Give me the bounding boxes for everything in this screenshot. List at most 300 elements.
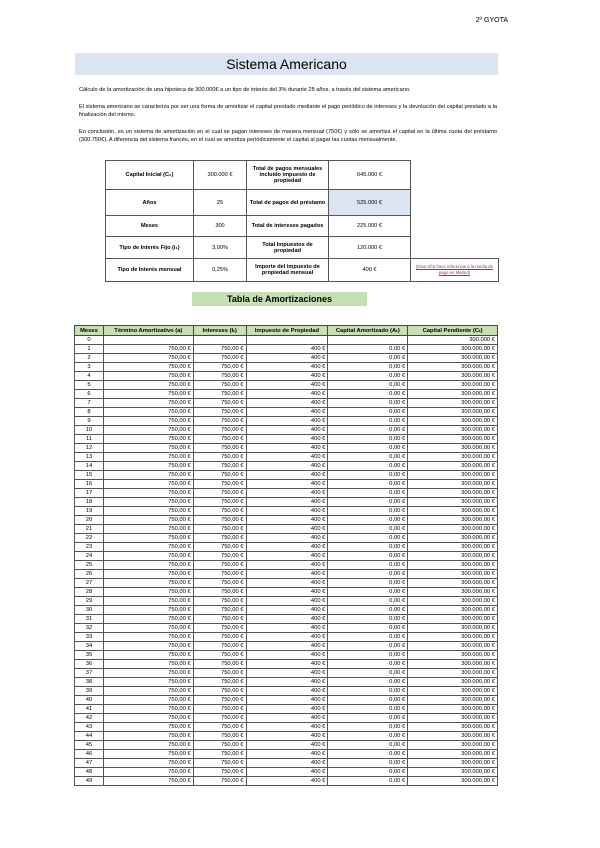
cell-capital-pending: 300.000,00 € xyxy=(408,435,498,444)
cell-capital-pending: 300.000,00 € xyxy=(408,417,498,426)
summary-label: Total de pagos mensuales incluido impuesto de propiedad xyxy=(247,161,329,190)
cell-capital-amortized: 0,00 € xyxy=(328,435,408,444)
cell-payment: 750,00 € xyxy=(103,435,193,444)
summary-table xyxy=(105,160,499,282)
cell-capital-amortized: 0,00 € xyxy=(328,768,408,777)
cell-payment: 750,00 € xyxy=(103,642,193,651)
table-row xyxy=(75,705,498,714)
cell-payment: 750,00 € xyxy=(103,624,193,633)
cell-property-tax: 400 € xyxy=(246,687,328,696)
cell-interest: 750,00 € xyxy=(193,741,246,750)
table-row xyxy=(75,633,498,642)
cell-payment: 750,00 € xyxy=(103,696,193,705)
cell-property-tax: 400 € xyxy=(246,354,328,363)
cell-interest: 750,00 € xyxy=(193,678,246,687)
cell-property-tax: 400 € xyxy=(246,534,328,543)
cell-capital-pending: 300.000,00 € xyxy=(408,489,498,498)
cell-interest: 750,00 € xyxy=(193,354,246,363)
summary-label: Total de pagos del préstamo xyxy=(247,190,329,216)
table-row xyxy=(75,687,498,696)
cell-interest: 750,00 € xyxy=(193,489,246,498)
summary-row xyxy=(106,216,499,237)
summary-label: Meses xyxy=(106,216,194,237)
cell-capital-amortized: 0,00 € xyxy=(328,408,408,417)
cell-property-tax: 400 € xyxy=(246,714,328,723)
cell-capital-pending: 300.000,00 € xyxy=(408,660,498,669)
summary-row xyxy=(106,259,499,282)
cell-capital-amortized: 0,00 € xyxy=(328,372,408,381)
cell-capital-amortized: 0,00 € xyxy=(328,660,408,669)
cell-property-tax: 400 € xyxy=(246,732,328,741)
cell-interest: 750,00 € xyxy=(193,372,246,381)
cell-payment xyxy=(103,336,193,345)
cell-capital-pending: 300.000,00 € xyxy=(408,471,498,480)
cell-month: 28 xyxy=(75,588,104,597)
cell-capital-amortized: 0,00 € xyxy=(328,669,408,678)
cell-property-tax: 400 € xyxy=(246,453,328,462)
cell-interest: 750,00 € xyxy=(193,732,246,741)
summary-value: 225.000 € xyxy=(329,216,411,237)
cell-month: 27 xyxy=(75,579,104,588)
cell-property-tax: 400 € xyxy=(246,624,328,633)
cell-capital-pending: 300.000,00 € xyxy=(408,741,498,750)
cell-property-tax: 400 € xyxy=(246,399,328,408)
cell-property-tax: 400 € xyxy=(246,750,328,759)
table-row xyxy=(75,741,498,750)
cell-capital-pending: 300.000,00 € xyxy=(408,507,498,516)
cell-month: 25 xyxy=(75,561,104,570)
table-row xyxy=(75,579,498,588)
cell-property-tax: 400 € xyxy=(246,696,328,705)
cell-property-tax: 400 € xyxy=(246,417,328,426)
summary-row xyxy=(106,161,499,190)
summary-label: Total de intereses pagados xyxy=(247,216,329,237)
table-row xyxy=(75,570,498,579)
cell-capital-pending: 300.000,00 € xyxy=(408,777,498,786)
description-paragraph: El sistema americano se caracteriza por ser una forma de amortizar el capital prestado mediante el pago periódico de intereses y la devolución del capital prestado a la finalización del mismo. xyxy=(79,104,497,119)
cell-property-tax: 400 € xyxy=(246,669,328,678)
cell-payment: 750,00 € xyxy=(103,759,193,768)
cell-payment: 750,00 € xyxy=(103,507,193,516)
cell-month: 42 xyxy=(75,714,104,723)
cell-interest: 750,00 € xyxy=(193,777,246,786)
cell-payment: 750,00 € xyxy=(103,579,193,588)
cell-capital-amortized: 0,00 € xyxy=(328,759,408,768)
cell-property-tax: 400 € xyxy=(246,462,328,471)
table-row xyxy=(75,732,498,741)
cell-capital-amortized: 0,00 € xyxy=(328,651,408,660)
cell-interest: 750,00 € xyxy=(193,642,246,651)
cell-interest: 750,00 € xyxy=(193,570,246,579)
cell-capital-amortized: 0,00 € xyxy=(328,462,408,471)
cell-interest xyxy=(193,336,246,345)
cell-capital-pending: 300.000,00 € xyxy=(408,561,498,570)
cell-interest: 750,00 € xyxy=(193,435,246,444)
cell-capital-amortized: 0,00 € xyxy=(328,570,408,579)
cell-capital-pending: 300.000,00 € xyxy=(408,759,498,768)
cell-payment: 750,00 € xyxy=(103,552,193,561)
cell-payment: 750,00 € xyxy=(103,417,193,426)
cell-payment: 750,00 € xyxy=(103,381,193,390)
cell-payment: 750,00 € xyxy=(103,516,193,525)
cell-capital-pending: 300.000,00 € xyxy=(408,633,498,642)
cell-capital-amortized: 0,00 € xyxy=(328,705,408,714)
table-row xyxy=(75,588,498,597)
cell-capital-amortized: 0,00 € xyxy=(328,615,408,624)
cell-payment: 750,00 € xyxy=(103,588,193,597)
cell-interest: 750,00 € xyxy=(193,759,246,768)
table-row xyxy=(75,444,498,453)
cell-interest: 750,00 € xyxy=(193,516,246,525)
cell-payment: 750,00 € xyxy=(103,606,193,615)
cell-interest: 750,00 € xyxy=(193,597,246,606)
cell-month: 37 xyxy=(75,669,104,678)
cell-capital-amortized: 0,00 € xyxy=(328,525,408,534)
cell-capital-pending: 300.000,00 € xyxy=(408,579,498,588)
cell-month: 13 xyxy=(75,453,104,462)
cell-capital-amortized: 0,00 € xyxy=(328,552,408,561)
summary-value: 25 xyxy=(194,190,247,216)
cell-payment: 750,00 € xyxy=(103,561,193,570)
summary-value: 120.000 € xyxy=(329,237,411,259)
cell-interest: 750,00 € xyxy=(193,426,246,435)
table-row xyxy=(75,462,498,471)
cell-property-tax: 400 € xyxy=(246,705,328,714)
cell-payment: 750,00 € xyxy=(103,534,193,543)
cell-property-tax: 400 € xyxy=(246,633,328,642)
cell-property-tax: 400 € xyxy=(246,435,328,444)
cell-property-tax: 400 € xyxy=(246,768,328,777)
cell-interest: 750,00 € xyxy=(193,606,246,615)
cell-month: 11 xyxy=(75,435,104,444)
table-row xyxy=(75,651,498,660)
cell-capital-amortized: 0,00 € xyxy=(328,777,408,786)
cell-month: 17 xyxy=(75,489,104,498)
cell-interest: 750,00 € xyxy=(193,579,246,588)
cell-interest: 750,00 € xyxy=(193,471,246,480)
cell-month: 41 xyxy=(75,705,104,714)
cell-property-tax: 400 € xyxy=(246,381,328,390)
cell-property-tax: 400 € xyxy=(246,741,328,750)
cell-capital-pending: 300.000,00 € xyxy=(408,615,498,624)
cell-property-tax: 400 € xyxy=(246,507,328,516)
table-row xyxy=(75,336,498,345)
cell-month: 9 xyxy=(75,417,104,426)
cell-payment: 750,00 € xyxy=(103,363,193,372)
column-header-capital-amortized: Capital Amortizado (Aₜ) xyxy=(328,326,408,336)
cell-capital-pending: 300.000,00 € xyxy=(408,624,498,633)
cell-month: 22 xyxy=(75,534,104,543)
cell-capital-pending: 300.000,00 € xyxy=(408,426,498,435)
table-row xyxy=(75,363,498,372)
cell-payment: 750,00 € xyxy=(103,768,193,777)
cell-month: 36 xyxy=(75,660,104,669)
cell-interest: 750,00 € xyxy=(193,768,246,777)
table-row xyxy=(75,453,498,462)
cell-month: 26 xyxy=(75,570,104,579)
cell-month: 31 xyxy=(75,615,104,624)
cell-month: 19 xyxy=(75,507,104,516)
cell-payment: 750,00 € xyxy=(103,687,193,696)
table-row xyxy=(75,723,498,732)
summary-label: Importe del impuesto de propiedad mensual xyxy=(247,259,329,282)
table-row xyxy=(75,615,498,624)
cell-capital-amortized: 0,00 € xyxy=(328,624,408,633)
cell-month: 47 xyxy=(75,759,104,768)
cell-capital-amortized: 0,00 € xyxy=(328,354,408,363)
cell-interest: 750,00 € xyxy=(193,552,246,561)
cell-interest: 750,00 € xyxy=(193,723,246,732)
cell-interest: 750,00 € xyxy=(193,696,246,705)
cell-month: 32 xyxy=(75,624,104,633)
cell-capital-amortized: 0,00 € xyxy=(328,363,408,372)
cell-month: 6 xyxy=(75,390,104,399)
cell-capital-amortized: 0,00 € xyxy=(328,471,408,480)
cell-payment: 750,00 € xyxy=(103,354,193,363)
cell-property-tax: 400 € xyxy=(246,363,328,372)
cell-capital-amortized: 0,00 € xyxy=(328,390,408,399)
summary-row xyxy=(106,190,499,216)
cell-capital-pending: 300.000,00 € xyxy=(408,732,498,741)
cell-month: 23 xyxy=(75,543,104,552)
cell-interest: 750,00 € xyxy=(193,651,246,660)
cell-capital-amortized: 0,00 € xyxy=(328,453,408,462)
table-row xyxy=(75,552,498,561)
table-row xyxy=(75,498,498,507)
cell-capital-amortized: 0,00 € xyxy=(328,498,408,507)
cell-property-tax: 400 € xyxy=(246,498,328,507)
table-row xyxy=(75,489,498,498)
cell-property-tax: 400 € xyxy=(246,615,328,624)
page-header-label: 2º GYOTA xyxy=(475,17,508,24)
summary-value: 400 € xyxy=(329,259,411,282)
cell-interest: 750,00 € xyxy=(193,669,246,678)
table-row xyxy=(75,516,498,525)
cell-property-tax: 400 € xyxy=(246,606,328,615)
cell-property-tax: 400 € xyxy=(246,489,328,498)
cell-capital-pending: 300.000,00 € xyxy=(408,696,498,705)
cell-month: 18 xyxy=(75,498,104,507)
cell-capital-amortized: 0,00 € xyxy=(328,516,408,525)
cell-month: 7 xyxy=(75,399,104,408)
table-row xyxy=(75,399,498,408)
cell-capital-pending: 300.000,00 € xyxy=(408,597,498,606)
cell-capital-pending: 300.000,00 € xyxy=(408,768,498,777)
cell-capital-pending: 300.000,00 € xyxy=(408,381,498,390)
cell-month: 5 xyxy=(75,381,104,390)
table-row xyxy=(75,408,498,417)
cell-capital-amortized: 0,00 € xyxy=(328,687,408,696)
cell-capital-pending: 300.000,00 € xyxy=(408,606,498,615)
cell-capital-amortized: 0,00 € xyxy=(328,345,408,354)
cell-payment: 750,00 € xyxy=(103,399,193,408)
cell-payment: 750,00 € xyxy=(103,525,193,534)
cell-property-tax: 400 € xyxy=(246,525,328,534)
table-row xyxy=(75,777,498,786)
table-row xyxy=(75,624,498,633)
cell-payment: 750,00 € xyxy=(103,597,193,606)
table-row xyxy=(75,525,498,534)
cell-month: 15 xyxy=(75,471,104,480)
summary-label: Capital Inicial (C₀) xyxy=(106,161,194,190)
cell-capital-pending: 300.000,00 € xyxy=(408,453,498,462)
cell-payment: 750,00 € xyxy=(103,633,193,642)
cell-capital-pending: 300.000,00 € xyxy=(408,714,498,723)
table-row xyxy=(75,597,498,606)
cell-capital-amortized: 0,00 € xyxy=(328,561,408,570)
cell-capital-pending: 300.000,00 € xyxy=(408,588,498,597)
summary-label: Total Impuestos de propiedad xyxy=(247,237,329,259)
cell-capital-pending: 300.000,00 € xyxy=(408,516,498,525)
cell-property-tax: 400 € xyxy=(246,480,328,489)
cell-property-tax: 400 € xyxy=(246,579,328,588)
cell-interest: 750,00 € xyxy=(193,381,246,390)
cell-month: 38 xyxy=(75,678,104,687)
table-row xyxy=(75,642,498,651)
table-row xyxy=(75,696,498,705)
cell-payment: 750,00 € xyxy=(103,426,193,435)
table-row xyxy=(75,480,498,489)
summary-row xyxy=(106,237,499,259)
cell-capital-amortized: 0,00 € xyxy=(328,750,408,759)
cell-capital-amortized: 0,00 € xyxy=(328,696,408,705)
cell-month: 4 xyxy=(75,372,104,381)
cell-property-tax xyxy=(246,336,328,345)
cell-payment: 750,00 € xyxy=(103,705,193,714)
cell-interest: 750,00 € xyxy=(193,363,246,372)
cell-payment: 750,00 € xyxy=(103,462,193,471)
cell-interest: 750,00 € xyxy=(193,345,246,354)
cell-month: 21 xyxy=(75,525,104,534)
cell-capital-pending: 300.000,00 € xyxy=(408,498,498,507)
cell-payment: 750,00 € xyxy=(103,480,193,489)
cell-capital-pending: 300.000,00 € xyxy=(408,570,498,579)
cell-payment: 750,00 € xyxy=(103,372,193,381)
table-row xyxy=(75,669,498,678)
cell-month: 33 xyxy=(75,633,104,642)
cell-payment: 750,00 € xyxy=(103,732,193,741)
cell-interest: 750,00 € xyxy=(193,750,246,759)
cell-payment: 750,00 € xyxy=(103,453,193,462)
cell-capital-amortized: 0,00 € xyxy=(328,543,408,552)
amortization-table-title: Tabla de Amortizaciones xyxy=(192,292,367,306)
cell-interest: 750,00 € xyxy=(193,633,246,642)
table-row xyxy=(75,372,498,381)
cell-payment: 750,00 € xyxy=(103,390,193,399)
cell-capital-amortized: 0,00 € xyxy=(328,534,408,543)
cell-interest: 750,00 € xyxy=(193,714,246,723)
cell-interest: 750,00 € xyxy=(193,480,246,489)
cell-payment: 750,00 € xyxy=(103,489,193,498)
cell-month: 12 xyxy=(75,444,104,453)
cell-property-tax: 400 € xyxy=(246,390,328,399)
cell-month: 20 xyxy=(75,516,104,525)
summary-label: Tipo de Interés Fijo (i₁) xyxy=(106,237,194,259)
cell-payment: 750,00 € xyxy=(103,498,193,507)
cell-month: 1 xyxy=(75,345,104,354)
table-row xyxy=(75,678,498,687)
cell-capital-pending: 300.000,00 € xyxy=(408,363,498,372)
cell-capital-amortized: 0,00 € xyxy=(328,678,408,687)
cell-interest: 750,00 € xyxy=(193,534,246,543)
cell-property-tax: 400 € xyxy=(246,543,328,552)
cell-interest: 750,00 € xyxy=(193,507,246,516)
table-row xyxy=(75,768,498,777)
cell-property-tax: 400 € xyxy=(246,426,328,435)
summary-value: 300 xyxy=(194,216,247,237)
cell-capital-pending: 300.000,00 € xyxy=(408,534,498,543)
cell-interest: 750,00 € xyxy=(193,588,246,597)
cell-property-tax: 400 € xyxy=(246,408,328,417)
cell-capital-amortized: 0,00 € xyxy=(328,732,408,741)
cell-capital-pending: 300.000,00 € xyxy=(408,390,498,399)
cell-payment: 750,00 € xyxy=(103,570,193,579)
cell-interest: 750,00 € xyxy=(193,660,246,669)
cell-capital-pending: 300.000,00 € xyxy=(408,687,498,696)
cell-payment: 750,00 € xyxy=(103,408,193,417)
cell-month: 34 xyxy=(75,642,104,651)
summary-value: 3,00% xyxy=(194,237,247,259)
cell-interest: 750,00 € xyxy=(193,561,246,570)
cell-interest: 750,00 € xyxy=(193,705,246,714)
table-row xyxy=(75,471,498,480)
cell-capital-pending: 300.000,00 € xyxy=(408,543,498,552)
cell-month: 14 xyxy=(75,462,104,471)
table-row xyxy=(75,426,498,435)
cell-month: 43 xyxy=(75,723,104,732)
cell-payment: 750,00 € xyxy=(103,669,193,678)
cell-month: 16 xyxy=(75,480,104,489)
cell-payment: 750,00 € xyxy=(103,444,193,453)
amortization-table xyxy=(74,325,498,786)
cell-month: 40 xyxy=(75,696,104,705)
cell-month: 0 xyxy=(75,336,104,345)
cell-payment: 750,00 € xyxy=(103,471,193,480)
cell-capital-amortized: 0,00 € xyxy=(328,588,408,597)
cell-capital-pending: 300.000,00 € xyxy=(408,750,498,759)
cell-capital-pending: 300.000,00 € xyxy=(408,552,498,561)
summary-value: 300.000 € xyxy=(194,161,247,190)
cell-property-tax: 400 € xyxy=(246,516,328,525)
cell-interest: 750,00 € xyxy=(193,525,246,534)
cell-interest: 750,00 € xyxy=(193,498,246,507)
cell-capital-pending: 300.000,00 € xyxy=(408,345,498,354)
cell-payment: 750,00 € xyxy=(103,651,193,660)
cell-property-tax: 400 € xyxy=(246,471,328,480)
table-row xyxy=(75,606,498,615)
column-header-capital-pending: Capital Pendiente (Cₜ) xyxy=(408,326,498,336)
summary-note xyxy=(411,259,499,282)
cell-month: 48 xyxy=(75,768,104,777)
cell-capital-amortized: 0,00 € xyxy=(328,741,408,750)
cell-property-tax: 400 € xyxy=(246,597,328,606)
cell-capital-pending: 300.000,00 € xyxy=(408,669,498,678)
cell-payment: 750,00 € xyxy=(103,777,193,786)
note-link[interactable]: (Esta cifra hace referencia a la media de pago en Madrid) xyxy=(415,264,494,275)
cell-property-tax: 400 € xyxy=(246,552,328,561)
cell-capital-amortized: 0,00 € xyxy=(328,597,408,606)
cell-capital-amortized: 0,00 € xyxy=(328,399,408,408)
column-header-payment: Término Amortizativo (a) xyxy=(103,326,193,336)
cell-interest: 750,00 € xyxy=(193,453,246,462)
cell-capital-pending: 300.000,00 € xyxy=(408,399,498,408)
cell-property-tax: 400 € xyxy=(246,651,328,660)
cell-payment: 750,00 € xyxy=(103,660,193,669)
cell-interest: 750,00 € xyxy=(193,462,246,471)
cell-capital-amortized: 0,00 € xyxy=(328,444,408,453)
cell-property-tax: 400 € xyxy=(246,588,328,597)
cell-capital-pending: 300.000,00 € xyxy=(408,444,498,453)
